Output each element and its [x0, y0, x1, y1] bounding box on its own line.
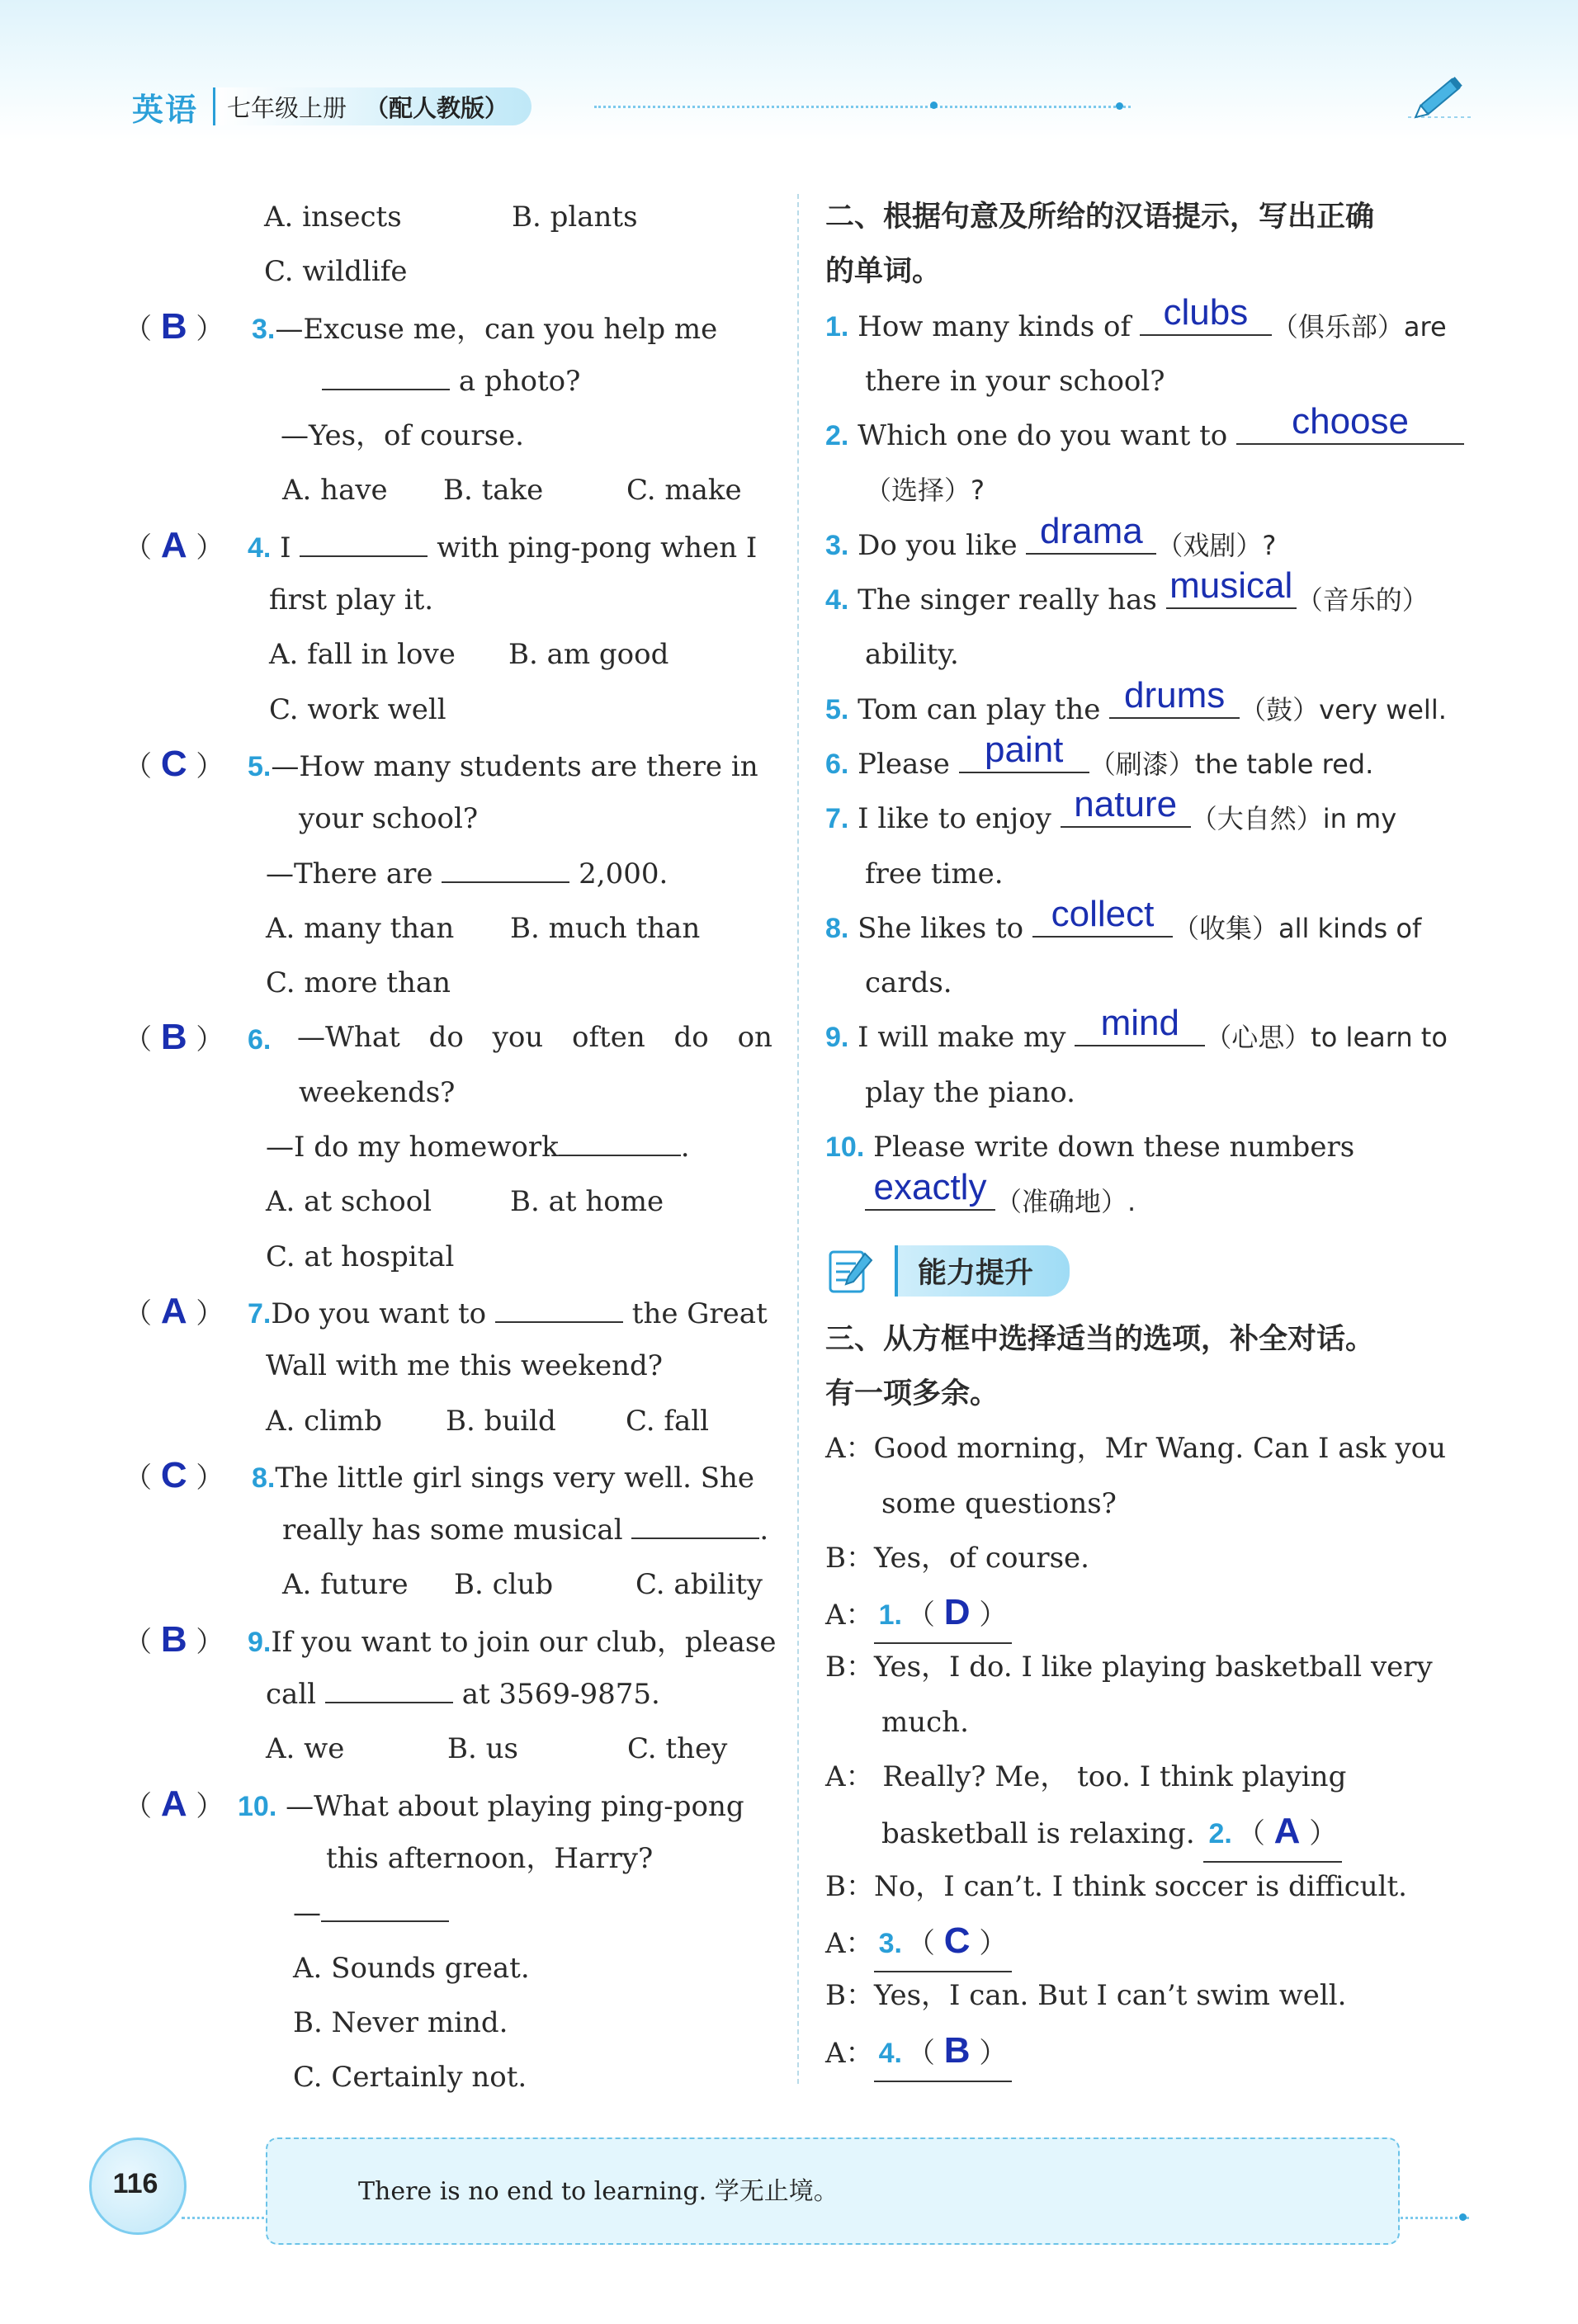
dialog-line: B：Yes，I can. But I can’t swim well. [825, 1979, 1347, 2013]
q6-answer-bracket: （ B ） [124, 1017, 224, 1058]
ability-banner [825, 1230, 1477, 1312]
dialog-answer-number: 4. [878, 2037, 902, 2069]
dialog-answer-3: 3. （ C ） [874, 1914, 1013, 1972]
q7-line2: Wall with me this weekend? [266, 1349, 663, 1383]
q9-number: 9. [248, 1626, 272, 1658]
s2-answer: choose [1292, 401, 1409, 442]
dialog-speaker: A： [825, 2036, 874, 2070]
q8-blank [631, 1504, 759, 1539]
q3-number: 3. [252, 313, 276, 345]
q3-answer-bracket: （ B ） [124, 305, 224, 347]
s2-item-number: 5. [825, 693, 849, 725]
q6-word: do [673, 1021, 709, 1055]
q3-line2 [124, 354, 776, 409]
s2-hint: （俱乐部）are [1271, 310, 1447, 342]
q9-answer: B [160, 1618, 187, 1660]
q3-option-a: A. have [282, 474, 388, 508]
q10-blank [321, 1887, 449, 1922]
q5-options [124, 901, 776, 956]
s2-answer: clubs [1163, 291, 1249, 333]
q2-options-row [124, 190, 776, 244]
s2-item-5 [825, 674, 1477, 737]
q10-row [124, 1777, 776, 1831]
s2-item-number: 3. [825, 529, 849, 561]
pen-icon [1403, 68, 1477, 125]
page-header [132, 86, 532, 127]
q9-option-c: C. they [627, 1732, 728, 1766]
q9-options [124, 1722, 776, 1776]
q5-text: —How many students are there in [271, 749, 758, 783]
q5-number: 5. [248, 750, 272, 782]
dialog-answer-4: 4. （ B ） [874, 2024, 1013, 2082]
q10-answer-bracket: （ A ） [124, 1783, 224, 1824]
q4-options [124, 627, 776, 682]
s2-item-number: 10. [825, 1131, 865, 1164]
s2-fill-blank [865, 1167, 995, 1211]
motto-text: There is no end to learning. 学无止境。 [358, 2177, 839, 2206]
q6-row [124, 1010, 776, 1065]
s2-item-text: Please write down these numbers [873, 1131, 1355, 1164]
q5-option-c: C. more than [266, 966, 451, 1000]
q8-line2: really has some musical . [124, 1503, 776, 1557]
s2-hint: （鼓）very well. [1240, 693, 1447, 725]
s2-fill-blank [1032, 893, 1173, 938]
s2-item-text: The singer really has [858, 583, 1157, 617]
section2-title: 二、根据句意及所给的汉语提示，写出正确 [825, 201, 1375, 234]
section3-title: 三、从方框中选择适当的选项，补全对话。 [825, 1322, 1375, 1356]
header-dot [930, 102, 938, 109]
q4-option-b: B. am good [508, 638, 669, 672]
dialog-line: much. [881, 1705, 969, 1739]
q9-option-b: B. us [447, 1732, 518, 1766]
q7-option-b: B. build [446, 1404, 556, 1438]
s2-fill-blank [1026, 510, 1156, 555]
s2-item-1 [825, 291, 1477, 354]
q8-options [124, 1557, 776, 1612]
s2-item-3 [825, 510, 1477, 573]
q10-option-a: A. Sounds great. [293, 1951, 530, 1985]
s2-item-number: 7. [825, 803, 849, 835]
q6-word: —What [297, 1021, 400, 1055]
dialog-line [825, 1914, 1477, 1968]
s2-item-number: 8. [825, 912, 849, 944]
s2-item-number: 2. [825, 420, 849, 452]
q3-row [124, 300, 776, 354]
q8-option-b: B. club [454, 1568, 554, 1602]
q5-option-a: A. many than [266, 911, 455, 945]
q4-option-c: C. work well [269, 692, 446, 726]
q9-option-a: A. we [266, 1732, 345, 1766]
q4-row [124, 518, 776, 573]
footer-dot [1459, 2213, 1467, 2221]
s2-answer: drama [1040, 510, 1143, 551]
q3-blank [322, 356, 450, 390]
q4-answer: A [160, 524, 187, 565]
subject-label: 英语 [132, 91, 199, 128]
q6-text-3: —I do my homework [266, 1131, 559, 1164]
dialog-answer-letter: D [943, 1592, 971, 1633]
q6-option-c: C. at hospital [266, 1240, 455, 1273]
s2-item-1-cont: there in your school? [865, 364, 1165, 398]
q9-text: If you want to join our club，please [271, 1625, 777, 1659]
q9-blank [325, 1669, 453, 1703]
q6-word: you [492, 1021, 544, 1055]
q9-row [124, 1613, 776, 1667]
q9-text-2b: at 3569-9875. [461, 1678, 660, 1712]
s2-hint: （大自然）in my [1190, 803, 1397, 835]
s2-item-number: 1. [825, 310, 849, 342]
s2-item-9-cont: play the piano. [865, 1075, 1075, 1109]
s2-hint: （刷漆）the table red. [1089, 748, 1374, 780]
q3-answer: B [160, 305, 187, 347]
s2-answer: drums [1124, 674, 1226, 716]
dialog-line: some questions? [881, 1486, 1117, 1520]
q10-text: —What about playing ping-pong [286, 1789, 744, 1823]
q5-line2: your school? [299, 802, 479, 836]
q5-blank [442, 848, 569, 883]
q10-option-b: B. Never mind. [293, 2005, 508, 2039]
q7-options [124, 1394, 776, 1448]
dialog-answer-number: 1. [878, 1599, 902, 1632]
s2-hint: （戏剧）? [1156, 529, 1277, 561]
q3-text: —Excuse me，can you help me [275, 312, 718, 346]
dialog-line [825, 1804, 1477, 1859]
s2-answer: paint [984, 729, 1064, 770]
q8-option-a: A. future [282, 1568, 409, 1602]
q9-answer-bracket: （ B ） [124, 1618, 224, 1660]
ability-label: 能力提升 [895, 1245, 1070, 1297]
dialog-answer-number: 3. [878, 1927, 902, 1959]
s2-item-7-cont: free time. [865, 857, 1004, 890]
q5-option-b: B. much than [510, 911, 701, 945]
s2-answer: musical [1169, 565, 1293, 607]
q7-row [124, 1284, 776, 1339]
q4-text-a: I [280, 531, 291, 564]
q2-option-b: B. plants [512, 201, 638, 234]
q3-option-b: B. take [443, 474, 544, 508]
q4-option-a: A. fall in love [269, 638, 456, 672]
q5-answer-bracket: （ C ） [124, 743, 224, 784]
q6-number: 6. [248, 1024, 272, 1056]
dialog-text: basketball is relaxing. [881, 1817, 1195, 1851]
s2-item-8 [825, 893, 1477, 956]
s2-fill-blank [1109, 674, 1240, 719]
dialog-answer-letter: A [1273, 1811, 1301, 1852]
q7-option-a: A. climb [266, 1404, 382, 1438]
dialog-line: A： Really? Me， too. I think playing [825, 1760, 1347, 1794]
s2-item-text: I will make my [858, 1021, 1066, 1055]
s2-hint: （收集）all kinds of [1172, 912, 1422, 944]
s2-fill-blank [1061, 784, 1191, 828]
q5-text-3a: —There are [266, 857, 433, 890]
q8-option-c: C. ability [635, 1568, 763, 1602]
s2-item-4 [825, 565, 1477, 627]
q6-word: on [737, 1021, 772, 1055]
dialog-speaker: A： [825, 1926, 874, 1960]
header-dotted-line [594, 106, 1131, 108]
q6-answer: B [160, 1017, 187, 1058]
section3-title-2: 有一项多余。 [825, 1377, 999, 1410]
s2-item-8-cont: cards. [865, 966, 952, 1000]
q8-row [124, 1448, 776, 1503]
s2-item-7 [825, 784, 1477, 846]
dialog-line: B：No，I can’t. I think soccer is difficult. [825, 1869, 1407, 1903]
dialog-line [825, 1585, 1477, 1640]
dialog-line: A：Good morning，Mr Wang. Can I ask you [825, 1432, 1446, 1466]
q9-text-2a: call [266, 1678, 317, 1712]
dialog-line: B：Yes，of course. [825, 1541, 1089, 1575]
dialog-answer-2: 2. （ A ） [1203, 1804, 1342, 1863]
s2-answer: collect [1051, 893, 1155, 934]
s2-item-9 [825, 1003, 1477, 1065]
s2-item-text: I like to enjoy [858, 802, 1051, 836]
q2-option-c: C. wildlife [264, 255, 408, 289]
s2-item-text: Do you like [858, 528, 1018, 562]
s2-item-2-cont: （选择）? [865, 475, 985, 507]
q8-answer: C [160, 1454, 187, 1495]
section2-title-2: 的单词。 [825, 255, 942, 289]
s2-fill-blank [1236, 401, 1464, 445]
q3-option-c: C. make [626, 474, 742, 508]
s2-answer: exactly [873, 1167, 987, 1208]
dialog-answer-number: 2. [1208, 1818, 1232, 1850]
q10-option-c: C. Certainly not. [293, 2061, 527, 2095]
s2-item-2 [825, 401, 1477, 463]
q4-line2: first play it. [269, 583, 434, 617]
q7-answer: A [160, 1290, 187, 1331]
header-dot [1116, 102, 1123, 110]
s2-item-text: She likes to [858, 911, 1024, 945]
dialog-line: B：Yes，I do. I like playing basketball very [825, 1651, 1433, 1684]
s2-answer: mind [1100, 1003, 1179, 1044]
dialog-answer-letter: B [943, 2029, 971, 2071]
s2-fill-blank [959, 729, 1089, 773]
grade-label: 七年级上册 [227, 93, 347, 122]
edition-label: （配人教版） [365, 93, 509, 122]
grade-pill [213, 87, 532, 125]
page-number: 116 [112, 2168, 158, 2199]
s2-item-10-cont [825, 1167, 1477, 1229]
q7-number: 7. [248, 1297, 272, 1330]
q9-line2 [124, 1667, 776, 1722]
s2-fill-blank [1075, 1003, 1205, 1046]
q3-text-2: a photo? [458, 364, 581, 398]
q8-number: 8. [252, 1462, 276, 1494]
s2-hint: （准确地）. [995, 1186, 1136, 1218]
q2-option-a: A. insects [264, 201, 402, 234]
q5-row [124, 737, 776, 791]
q8-text: The little girl sings very well. She [275, 1461, 755, 1495]
s2-item-number: 6. [825, 748, 849, 780]
q4-text-b: with ping-pong when I [437, 531, 758, 564]
q4-answer-bracket: （ A ） [124, 524, 224, 565]
s2-item-text: Which one do you want to [858, 419, 1228, 453]
s2-item-4-cont: ability. [865, 638, 959, 672]
q3-line3: —Yes，of course. [281, 419, 524, 453]
q5-line3 [124, 847, 776, 901]
dialog-answer-1: 1. （ D ） [874, 1585, 1013, 1644]
q5-answer: C [160, 743, 187, 784]
right-column [825, 190, 1477, 2078]
column-divider [797, 194, 799, 2084]
q10-line3 [124, 1886, 776, 1940]
q3-options [124, 463, 776, 517]
q7-blank [495, 1288, 623, 1323]
q6-text [297, 1010, 772, 1065]
q7-option-c: C. fall [626, 1404, 710, 1438]
dialog-answer-letter: C [943, 1920, 971, 1961]
s2-item-text: Tom can play the [858, 692, 1101, 726]
q6-line3: —I do my homework . [124, 1120, 776, 1174]
q6-option-b: B. at home [510, 1185, 664, 1219]
q6-blank [559, 1122, 681, 1156]
s2-item-text: How many kinds of [858, 309, 1132, 343]
s2-item-number: 4. [825, 584, 849, 616]
q5-text-3b: 2,000. [579, 857, 669, 890]
q10-line2: this afternoon，Harry? [326, 1841, 654, 1875]
q6-word: do [428, 1021, 464, 1055]
s2-answer: nature [1074, 784, 1178, 825]
left-column [124, 190, 776, 2104]
q6-option-a: A. at school [266, 1185, 432, 1219]
q7-text-b: the Great [631, 1297, 768, 1330]
q7-text-a: Do you want to [271, 1297, 487, 1330]
s2-item-number: 9. [825, 1022, 849, 1054]
s2-hint: （音乐的） [1296, 584, 1429, 616]
q6-options [124, 1174, 776, 1229]
q6-word: often [571, 1021, 645, 1055]
q8-answer-bracket: （ C ） [124, 1454, 224, 1495]
notepad-icon [825, 1245, 876, 1297]
q10-answer: A [160, 1783, 187, 1824]
s2-fill-blank [1140, 291, 1272, 336]
s2-item-text: Please [858, 747, 950, 781]
dialog-line [825, 2024, 1477, 2078]
q10-dash: — [293, 1897, 321, 1930]
dialog-speaker: A： [825, 1599, 874, 1632]
q6-line2: weekends? [299, 1075, 456, 1109]
q10-number: 10. [238, 1790, 277, 1822]
q4-blank [300, 522, 428, 557]
q4-number: 4. [248, 531, 272, 564]
s2-hint: （心思）to learn to [1205, 1022, 1448, 1054]
q7-answer-bracket: （ A ） [124, 1290, 224, 1331]
s2-fill-blank [1166, 565, 1297, 609]
q8-text-2: really has some musical [282, 1514, 623, 1547]
